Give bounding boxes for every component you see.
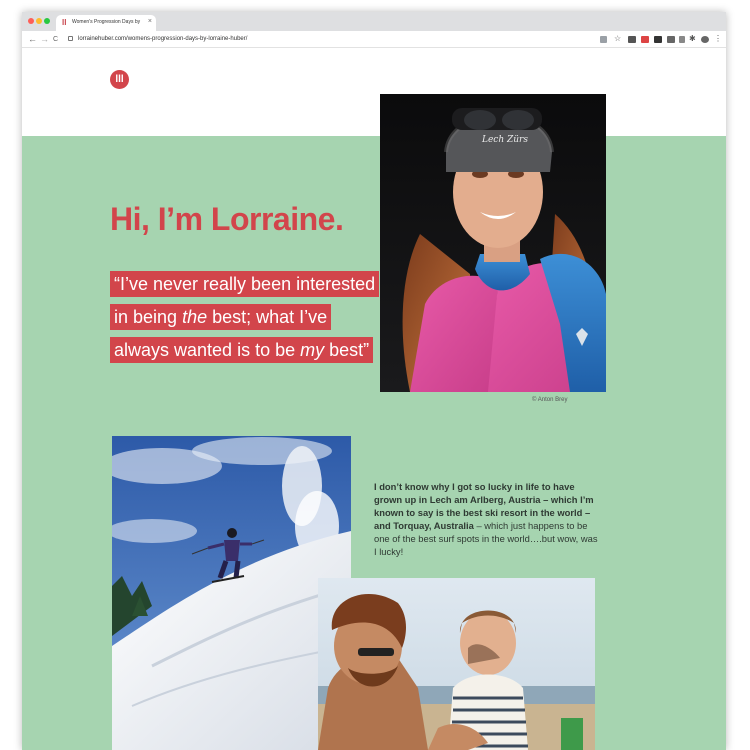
- extension-icon-1[interactable]: [628, 36, 636, 43]
- browser-toolbar: [22, 31, 726, 48]
- quote-line-2: in being the best; what I’ve: [110, 304, 331, 330]
- intro-paragraph: [374, 480, 598, 558]
- browser-window: [22, 12, 726, 750]
- page-title: Hi, I’m Lorraine.: [110, 201, 344, 237]
- address-bar[interactable]: [68, 34, 568, 45]
- minimize-window-dot[interactable]: [36, 18, 42, 24]
- portrait-photo: [380, 94, 606, 392]
- page-content: [22, 48, 726, 750]
- intro-bold-text: I don’t know why I got so lucky in life to have grown up in Lech am Arlberg, Austria – which I’m known to say is the best ski resort in the world – and Torquay, Australia: [374, 481, 594, 531]
- beanie-text: Lech Zürs: [482, 135, 528, 145]
- menu-kebab-icon[interactable]: ⋮: [714, 34, 722, 43]
- camera-icon[interactable]: [679, 36, 685, 43]
- tab-title: Women's Progression Days by: [72, 19, 141, 25]
- browser-tab[interactable]: [56, 15, 156, 31]
- family-beach-photo: [318, 578, 595, 750]
- close-window-dot[interactable]: [28, 18, 34, 24]
- extension-icon-3[interactable]: [654, 36, 662, 43]
- forward-icon[interactable]: →: [40, 34, 49, 44]
- url-text: lorrainehuber.com/womens-progression-days-by-lorraine-huber/: [78, 36, 248, 42]
- quote-line-1: “I’ve never really been interested: [110, 271, 379, 297]
- puzzle-icon[interactable]: ✱: [689, 34, 696, 43]
- translate-icon[interactable]: [600, 36, 607, 43]
- maximize-window-dot[interactable]: [44, 18, 50, 24]
- bookmark-star-icon[interactable]: ☆: [614, 34, 622, 43]
- extension-icon-4[interactable]: [667, 36, 675, 43]
- photo-caption: © Anton Brey: [532, 397, 568, 403]
- reload-icon[interactable]: C: [53, 36, 59, 43]
- back-icon[interactable]: ←: [28, 34, 37, 44]
- tab-close-icon[interactable]: ×: [147, 18, 152, 25]
- extension-icon-2[interactable]: [641, 36, 649, 43]
- skiing-photo: [112, 436, 351, 750]
- profile-avatar-icon[interactable]: [701, 36, 709, 43]
- site-logo[interactable]: lll: [110, 70, 129, 89]
- lock-icon: [68, 36, 73, 41]
- site-header: [22, 48, 726, 136]
- quote-line-3: always wanted is to be my best”: [110, 337, 373, 363]
- tab-bar: [22, 12, 726, 31]
- favicon-icon: ll: [62, 18, 67, 27]
- intro-regular-text: – which just happens to be one of the best surf spots in the world….but wow, was I lucky!: [374, 520, 598, 557]
